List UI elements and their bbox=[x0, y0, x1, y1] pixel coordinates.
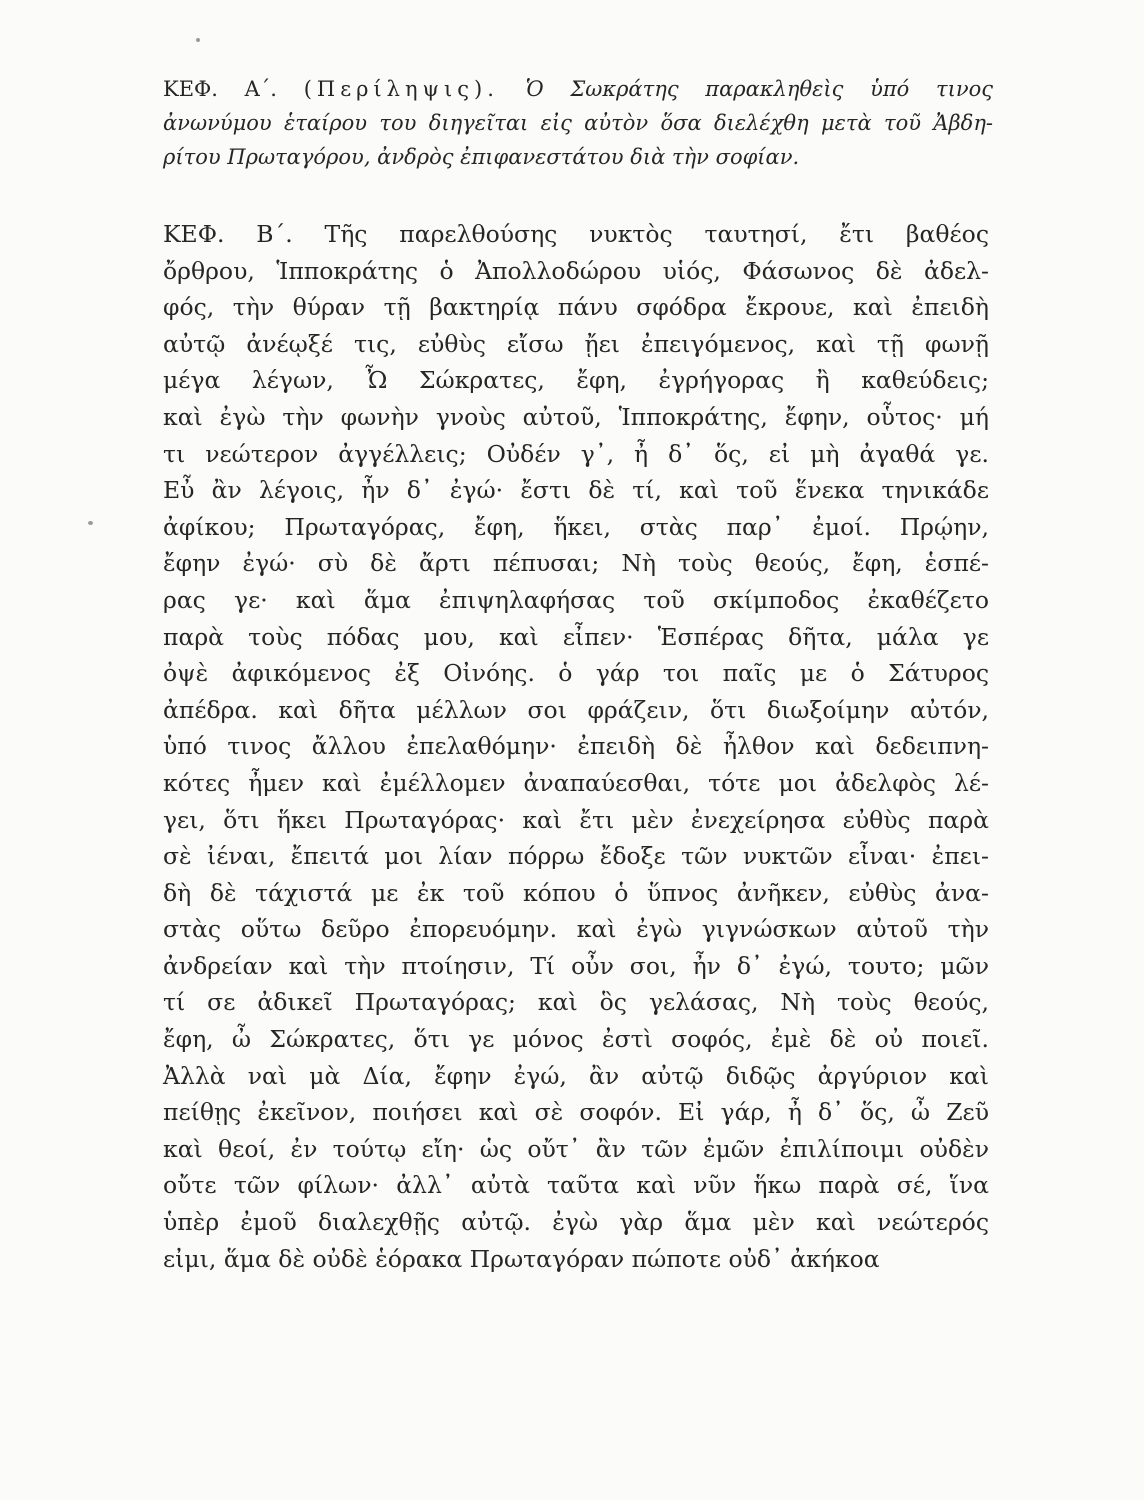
text-line: ὀψὲ ἀφικόμενος ἐξ Οἰνόης. ὁ γάρ τοι παῖς με ὁ Σάτυρος bbox=[163, 659, 989, 688]
ink-speck bbox=[88, 521, 93, 525]
text-line: πείθῃς ἐκεῖνον, ποιήσει καὶ σὲ σοφόν. Εἰ γάρ, ἦ δ᾽ ὅς, ὦ Ζεῦ bbox=[163, 1098, 989, 1127]
text-line: ἔφη, ὦ Σώκρατες, ὅτι γε μόνος ἐστὶ σοφός, ἐμὲ δὲ οὐ ποιεῖ. bbox=[163, 1025, 989, 1054]
chapter-a-summary bbox=[163, 72, 993, 174]
text-line: στὰς οὕτω δεῦρο ἐπορευόμην. καὶ ἐγὼ γιγνώσκων αὐτοῦ τὴν bbox=[163, 915, 989, 944]
summary-line-2: ἀνωνύμου ἑταίρου του διηγεῖται εἰς αὐτὸν ὅσα διελέχθη μετὰ τοῦ Ἀβδη- bbox=[163, 111, 993, 135]
text-line: αὐτῷ ἀνέῳξέ τις, εὐθὺς εἴσω ᾔει ἐπειγόμενος, καὶ τῇ φωνῇ bbox=[163, 329, 989, 358]
text-line: ὑπὲρ ἐμοῦ διαλεχθῇς αὐτῷ. ἐγὼ γὰρ ἅμα μὲν καὶ νεώτερός bbox=[163, 1208, 989, 1237]
text-line: μέγα λέγων, Ὦ Σώκρατες, ἔφη, ἐγρήγορας ἢ καθεύδεις; bbox=[163, 366, 989, 395]
text-line: εἰμι, ἅμα δὲ οὐδὲ ἑόρακα Πρωταγόραν πώποτε οὐδ᾽ ἀκήκοα bbox=[163, 1244, 880, 1273]
ink-speck bbox=[196, 38, 200, 42]
summary-line-3: ρίτου Πρωταγόρου, ἀνδρὸς ἐπιφανεστάτου διὰ τὴν σοφίαν. bbox=[163, 145, 800, 169]
text-line: ἀνδρείαν καὶ τὴν πτοίησιν, Τί οὖν σοι, ἦν δ᾽ ἐγώ, τουτο; μῶν bbox=[163, 951, 989, 980]
text-line: παρὰ τοὺς πόδας μου, καὶ εἶπεν· Ἑσπέρας δῆτα, μάλα γε bbox=[163, 622, 989, 651]
text-line: καὶ θεοί, ἐν τούτῳ εἴη· ὡς οὔτ᾽ ἂν τῶν ἐμῶν ἐπιλίποιμι οὐδὲν bbox=[163, 1134, 989, 1163]
text-line: οὔτε τῶν φίλων· ἀλλ᾽ αὐτὰ ταῦτα καὶ νῦν ἥκω παρὰ σέ, ἵνα bbox=[163, 1171, 989, 1200]
text-line: γει, ὅτι ἥκει Πρωταγόρας· καὶ ἔτι μὲν ἐνεχείρησα εὐθὺς παρὰ bbox=[163, 805, 989, 834]
summary-line-1 bbox=[163, 72, 993, 106]
text-line: ἔφην ἐγώ· σὺ δὲ ἄρτι πέπυσαι; Νὴ τοὺς θεούς, ἔφη, ἑσπέ- bbox=[163, 549, 989, 578]
text-line: Ἀλλὰ ναὶ μὰ Δία, ἔφην ἐγώ, ἂν αὐτῷ διδῷς ἀργύριον καὶ bbox=[163, 1061, 989, 1090]
text-line: ἀπέδρα. καὶ δῆτα μέλλων σοι φράζειν, ὅτι διωξοίμην αὐτόν, bbox=[163, 695, 989, 724]
text-line: ἀφίκου; Πρωταγόρας, ἔφη, ἥκει, στὰς παρ᾽ ἐμοί. Πρῴην, bbox=[163, 512, 989, 541]
text-line: τί σε ἀδικεῖ Πρωταγόρας; καὶ ὃς γελάσας, Νὴ τοὺς θεούς, bbox=[163, 988, 989, 1017]
text-line: φός, τὴν θύραν τῇ βακτηρίᾳ πάνυ σφόδρα ἔκρουε, καὶ ἐπειδὴ bbox=[163, 293, 989, 322]
text-line: κότες ἦμεν καὶ ἐμέλλομεν ἀναπαύεσθαι, τότε μοι ἀδελφὸς λέ- bbox=[163, 768, 989, 797]
text-line: δὴ δὲ τάχιστά με ἐκ τοῦ κόπου ὁ ὕπνος ἀνῆκεν, εὐθὺς ἀνα- bbox=[163, 878, 989, 907]
summary-title: (Περίληψις). bbox=[303, 77, 499, 101]
text-line: τι νεώτερον ἀγγέλλεις; Οὐδέν γ᾽, ἦ δ᾽ ὅς, εἰ μὴ ἀγαθά γε. bbox=[163, 439, 989, 468]
text-line: Εὖ ἂν λέγοις, ἦν δ᾽ ἐγώ· ἔστι δὲ τί, καὶ τοῦ ἕνεκα τηνικάδε bbox=[163, 476, 989, 505]
summary-line-1-text: Ὁ Σωκράτης παρακληθεὶς ὑπό τινος bbox=[525, 77, 993, 101]
text-line: σὲ ἰέναι, ἔπειτά μοι λίαν πόρρω ἔδοξε τῶν νυκτῶν εἶναι· ἐπει- bbox=[163, 842, 989, 871]
text-line: ρας γε· καὶ ἅμα ἐπιψηλαφήσας τοῦ σκίμποδος ἐκαθέζετο bbox=[163, 585, 989, 614]
text-line: ΚΕΦ. Β΄. Τῆς παρελθούσης νυκτὸς ταυτησί, ἔτι βαθέος bbox=[163, 220, 989, 248]
text-line: ὄρθρου, Ἱπποκράτης ὁ Ἀπολλοδώρου υἱός, Φάσωνος δὲ ἀδελ- bbox=[163, 256, 989, 285]
chapter-a-heading: ΚΕΦ. Α΄. bbox=[163, 77, 277, 101]
text-line: ὑπό τινος ἄλλου ἐπελαθόμην· ἐπειδὴ δὲ ἦλθον καὶ δεδειπνη- bbox=[163, 732, 989, 761]
text-line: καὶ ἐγὼ τὴν φωνὴν γνοὺς αὐτοῦ, Ἱπποκράτης, ἔφην, οὗτος· μή bbox=[163, 402, 989, 431]
chapter-b-text bbox=[163, 216, 989, 1277]
